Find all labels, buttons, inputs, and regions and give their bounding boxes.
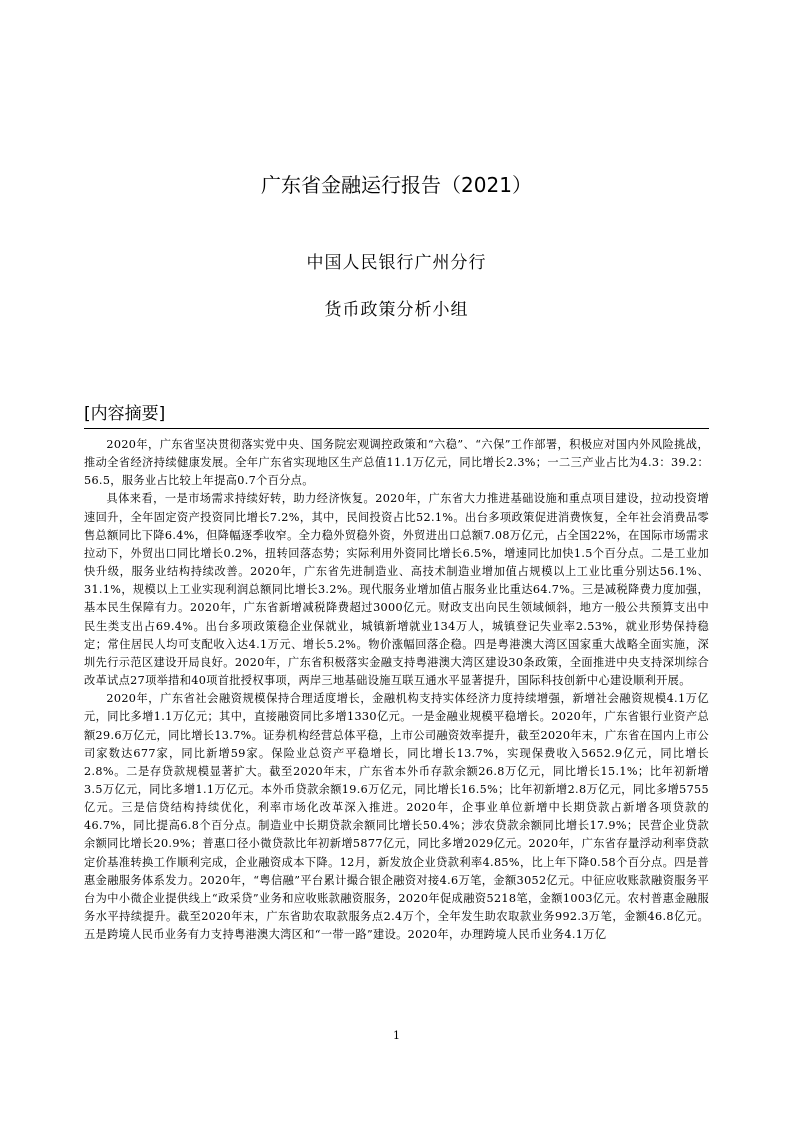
section-divider <box>84 428 709 429</box>
author-organization: 中国人民银行广州分行 <box>306 253 487 273</box>
paragraph: 2020年，广东省社会融资规模保持合理适度增长，金融机构支持实体经济力度持续增强，新增社会融资规模4.1万亿元，同比多增1.1万亿元；其中，直接融资同比多增1330亿元。一是金融业规模平稳增长。2020年，广东省银行业资产总额29.6万亿元，同比增长13.7%。证券机构经营总体平稳，上市公司融资效率提升，截至2020年末，广东省在国内上市公司家数达677家，同比新增59家。保险业总资产平稳增长，同比增长13.7%，实现保费收入5652.9亿元，同比增长2.8%。二是存贷款规模显著扩大。截至2020年末，广东省本外币存款余额26.8万亿元，同比增长15.1%；比年初新增3.5万亿元，同比多增1.1万亿元。本外币贷款余额19.6万亿元，同比增长16.5%；比年初新增2.8万亿元，同比多增5755亿元。三是信贷结构持续优化，利率市场化改革深入推进。2020年，企事业单位新增中长期贷款占新增各项贷款的46.7%，同比提高6.8个百分点。制造业中长期贷款余额同比增长50.4%；涉农贷款余额同比增长17.9%；民营企业贷款余额同比增长20.9%；普惠口径小微贷款比年初新增5877亿元，同比多增2029亿元。2020年，广东省存量浮动利率贷款定价基准转换工作顺利完成，企业融资成本下降。12月，新发放企业贷款利率4.85%，比上年下降0.58个百分点。四是普惠金融服务体系发力。2020年，“粤信融”平台累计撮合银企融资对接4.6万笔，金额3052亿元。中征应收账款融资服务平台为中小微企业提供线上“政采贷”业务和应收账款融资服务，2020年促成融资5218笔，金额1003亿元。农村普惠金融服务水平持续提升。截至2020年末，广东省助农取款服务点2.4万个，全年发生助农取款业务992.3万笔，金额46.8亿元。五是跨境人民币业务有力支持粤港澳大湾区和“一带一路”建设。2020年，办理跨境人民币业务4.1万亿 <box>84 692 709 942</box>
paragraph: 具体来看，一是市场需求持续好转，助力经济恢复。2020年，广东省大力推进基础设施和重点项目建设，拉动投资增速回升，全年固定资产投资同比增长7.2%，其中，民间投资占比52.1%。出台多项政策促进消费恢复，全年社会消费品零售总额同比下降6.4%，但降幅逐季收窄。全力稳外贸稳外资，外贸进出口总额7.08万亿元，占全国22%，在国际市场需求拉动下，外贸出口同比增长0.2%，扭转回落态势；实际利用外资同比增长6.5%，增速同比加快1.5个百分点。二是工业加快升级，服务业结构持续改善。2020年，广东省先进制造业、高技术制造业增加值占规模以上工业比重分别达56.1%、31.1%，规模以上工业实现利润总额同比增长3.2%。现代服务业增加值占服务业比重达64.7%。三是减税降费力度加强，基本民生保障有力。2020年，广东省新增减税降费超过3000亿元。财政支出向民生领域倾斜，地方一般公共预算支出中民生类支出占69.4%。出台多项政策稳企业保就业，城镇新增就业134万人，城镇登记失业率2.53%，就业形势保持稳定；常住居民人均可支配收入达4.1万元、增长5.2%。物价涨幅回落企稳。四是粤港澳大湾区国家重大战略全面实施，深圳先行示范区建设开局良好。2020年，广东省积极落实金融支持粤港澳大湾区建设30条政策，全面推进中央支持深圳综合改革试点27项举措和40项首批授权事项，两岸三地基础设施互联互通水平显著提升，国际科技创新中心建设顺利开展。 <box>84 492 709 688</box>
section-heading: [内容摘要] <box>84 404 166 424</box>
abstract-body <box>84 436 709 944</box>
paragraph: 2020年，广东省坚决贯彻落实党中央、国务院宏观调控政策和“六稳”、“六保”工作部署，积极应对国内外风险挑战，推动全省经济持续健康发展。全年广东省实现地区生产总值11.1万亿元，同比增长2.3%；一二三产业占比为4.3：39.2：56.5，服务业占比较上年提高0.7个百分点。 <box>84 438 709 488</box>
document-title: 广东省金融运行报告（2021） <box>261 173 532 197</box>
page-number: 1 <box>393 1029 400 1042</box>
author-group: 货币政策分析小组 <box>324 300 469 320</box>
